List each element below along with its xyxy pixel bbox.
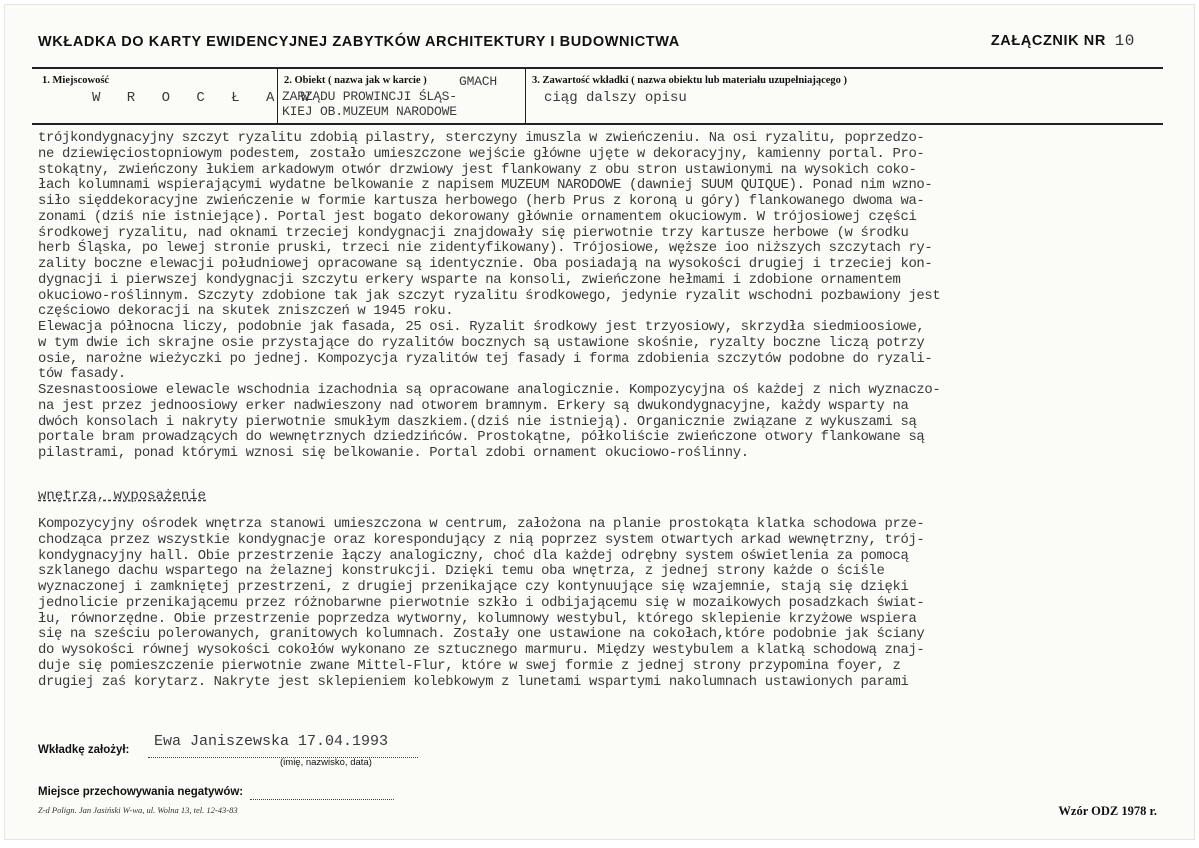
text-line: wyznaczonej i zamkniętej przestrzeni, z drugiej przenikające czy kontynuujące się wzajemnie, stają się dzięki (38, 579, 909, 595)
object-label: 2. Obiekt ( nazwa jak w karcie ) (284, 75, 427, 86)
contents-value: ciąg dalszy opisu (544, 90, 687, 106)
attachment-number-value: 10 (1114, 32, 1135, 50)
text-line: łach kolumnami wspierającymi wydatne belkowanie z napisem MUZEUM NARODOWE (dawniej SUUM QUIQUE). Ponad nim wzno- (38, 177, 933, 194)
text-line: dwóch konsolach i nakryty pierwotnie smukłym daszkiem.(dziś nie istnieją). Organicznie związane z wykuszami są (38, 413, 917, 430)
inventory-card-insert (4, 4, 1195, 840)
top-rule (32, 67, 1163, 69)
printer-note: Z-d Polign. Jan Jasiński W-wa, ul. Wolna 13, tel. 12-43-83 (38, 805, 238, 815)
text-line: tów fasady. (38, 366, 126, 383)
text-line: okuciowo-roślinnym. Szczyty zdobione tak jak szczyt ryzalitu środkowego, jedynie ryzalit wschodni pozbawiony jest (38, 287, 941, 304)
text-line: Szesnastoosiowe elewacle wschodnia izachodnia są opracowane analogicznie. Kompozycyjna oś każdej z nich wyznaczo- (38, 382, 941, 398)
divider-2 (525, 67, 526, 124)
negatives-label: Miejsce przechowywania negatywów: (38, 786, 244, 798)
text-line: się na sześciu polerowanych, granitowych kolumnach. Zostały one ustawione na cokołach,które podobnie jak ściany (38, 626, 925, 643)
text-line: dygnacji i pierwszej kondygnacji szczytu erkery wsparte na konsoli, zwieńczone hełmami i zdobione ornamentem (38, 271, 901, 288)
section-heading: wnętrza, wyposażenie (38, 488, 207, 504)
text-line: trójkondygnacyjny szczyt ryzalitu zdobią pilastry, sterczyny imuszla w zwieńczeniu. Na osi ryzalitu, poprzedzo- (38, 130, 925, 146)
text-line: drugiej zaś korytarz. Nakryte jest sklepieniem kolebkowym z lunetami wspartymi nakolumnach ustawionych parami (38, 673, 909, 690)
text-line: osie, narożne wieżyczki po jednej. Kompozycja ryzalitów tej fasady i forma zdobienia szczytów podobne do ryzali- (38, 350, 933, 367)
object-value-line3: KIEJ OB.MUZEUM NARODOWE (282, 104, 457, 119)
attachment-label: ZAŁĄCZNIK NR (990, 33, 1106, 49)
text-line: ne dziewięciostopniowym podestem, zostało umieszczone wejście główne ujęte w dekoracyjny, kamienny portal. Pro- (38, 145, 925, 162)
text-line: w tym dwie ich skrajne osie przystające do ryzalitów bocznych są ustawione skośnie, ryzalty boczne liczą potrzy (38, 334, 925, 351)
text-line: zonami (dziś nie istniejące). Portal jest bogato dekorowany głównie ornamentem okuciowym. W trójosiowej części (38, 208, 917, 225)
object-value-line2: ZARZĄDU PROWINCJI ŚLĄS- (282, 89, 457, 104)
text-line: siło sięddekoracyjne zwieńczenie w formie kartusza herbowego (herb Prus z koroną u góry) flankowanego dwoma wa- (38, 193, 925, 209)
sign-caption: (imię, nazwisko, data) (280, 757, 372, 768)
text-line: szklanego dachu wspartego na żelaznej konstrukcji. Dzięki temu oba wnętrza, z jednej strony każde o ściśle (38, 563, 885, 580)
object-value-line1: GMACH (459, 74, 498, 89)
text-line: na jest przez jednoosiowy erker nadwieszony nad otworem bramnym. Erkery są dwukondygnacyjne, każdy wsparty na (38, 397, 909, 414)
text-line: Elewacja północna liczy, podobnie jak fasada, 25 osi. Ryzalit środkowy jest trzyosiowy, skrzydła siedmioosiowe, (38, 319, 925, 335)
text-line: portale bram prowadzących do wewnętrznych dziedzińców. Prostokątne, półkoliście zwieńczone otwory flankowane są (38, 429, 925, 446)
text-line: kondygnacyjny hall. Obie przestrzenie łączy analogiczny, choć dla każdej odrębny system oświetlenia za pomocą (38, 547, 909, 564)
interior-text (38, 517, 1163, 690)
text-line: duje się pomieszczenie pierwotnie zwane Mittel-Flur, które w swej formie z jednej strony przypomina foyer, z (38, 657, 901, 674)
contents-label: 3. Zawartość wkładki ( nazwa obiektu lub materiału uzupełniającego ) (532, 75, 848, 86)
text-line: pilastrami, ponad którymi wznosi się belkowanie. Portal zdobi ornament okuciowo-roślinny. (38, 445, 749, 461)
text-line: do wysokości równej wysokości cokołów wykonano ze sztucznego marmuru. Między westybulem a klatką schodową znaj- (38, 642, 925, 658)
text-line: herb Śląska, po lewej stronie pruski, trzeci nie zidentyfikowany). Trójosiowe, węższe ioo niższych szczytach ry- (38, 240, 933, 257)
text-line: stokątny, zwieńczony łukiem arkadowym otwór drzwiowy jest flankowany z obu stron ustawionymi na wysokich coko- (38, 161, 917, 178)
text-line: chodząca przez wszystkie kondygnacje oraz korespondujący z nią poprzez system otwartych arkad wewnętrzny, trój- (38, 531, 925, 548)
locality-label: 1. Miejscowość (42, 75, 110, 86)
description-text (38, 131, 1163, 462)
locality-value: W R O C Ł A W (92, 90, 319, 106)
card-title: WKŁADKA DO KARTY EWIDENCYJNEJ ZABYTKÓW ARCHITEKTURY I BUDOWNICTWA (38, 34, 680, 50)
sign-label: Wkładkę założył: (38, 744, 130, 756)
text-line: łu, równorzędne. Obie przestrzenie poprzedza wytworny, kolumnowy westybul, którego sklepienie krzyżowe wspiera (38, 610, 917, 627)
text-line: częściowo dekoracji na skutek zniszczeń w 1945 roku. (38, 303, 454, 320)
text-line: Kompozycyjny ośrodek wnętrza stanowi umieszczona w centrum, założona na planie prostokąta klatka schodowa prze- (38, 516, 925, 532)
negatives-dotted-line (250, 798, 394, 800)
bottom-rule (32, 123, 1163, 125)
text-line: zality boczne elewacji południowej opracowane są identycznie. Oba posiadają na wysokości drugiej i trzeciej kon- (38, 256, 933, 272)
attachment-number (991, 32, 1135, 50)
text-line: jednolicie przenikającemu przez różnobarwne pierwotnie szkło i odbijającemu się w mozaikowych posadzkach świat- (38, 594, 925, 611)
sign-value: Ewa Janiszewska 17.04.1993 (154, 733, 389, 750)
form-pattern: Wzór ODZ 1978 r. (1058, 804, 1157, 818)
text-line: środkowej ryzalitu, nad oknami trzeciej kondygnacji znajdowały się pierwotnie trzy kartusze herbowe (w środku (38, 224, 909, 241)
